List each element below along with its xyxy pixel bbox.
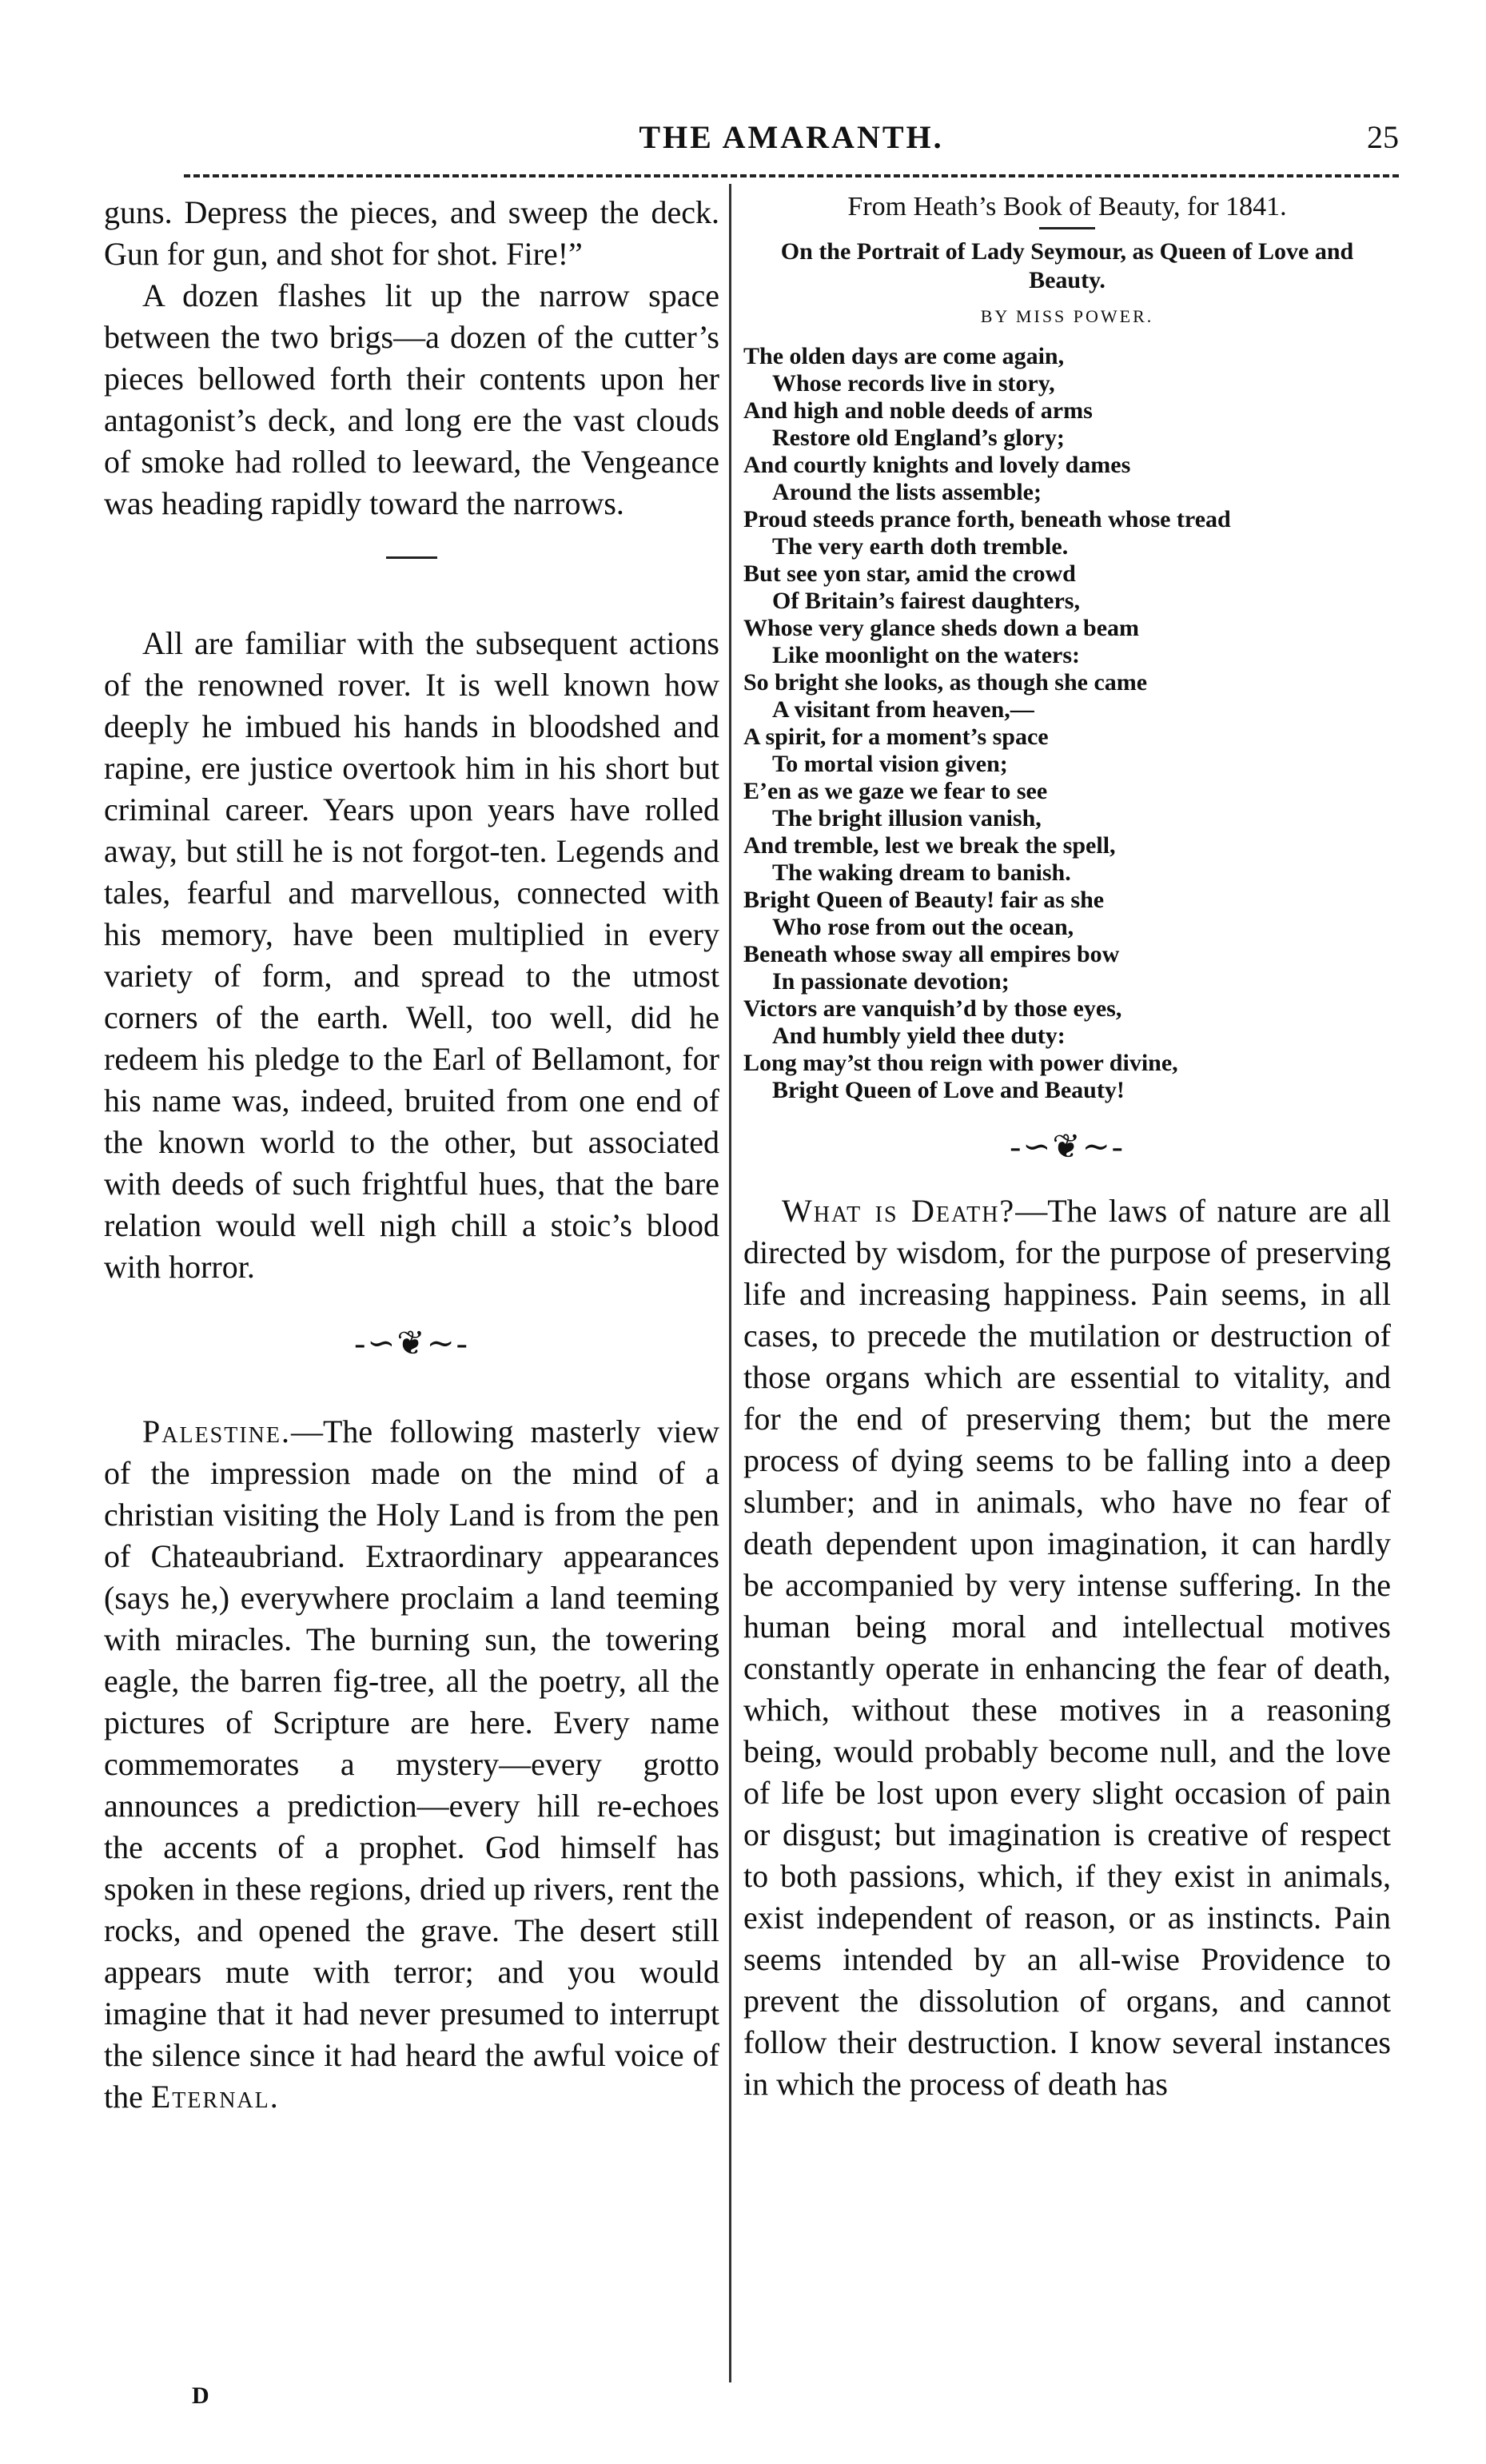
poem-line: Long may’st thou reign with power divine, (743, 1050, 1178, 1076)
running-header (184, 118, 1399, 166)
poem-source: From Heath’s Book of Beauty, for 1841. (847, 192, 1287, 221)
palestine-heading: Palestine. (142, 1413, 291, 1449)
poem-line: Bright Queen of Love and Beauty! (772, 1077, 1125, 1103)
ornament-divider: -∽❦∼- (1010, 1129, 1125, 1166)
poem-stanza (743, 343, 1391, 1104)
poem-line: Victors are vanquish’d by those eyes, (743, 995, 1122, 1022)
page-number: 25 (1367, 119, 1399, 155)
death-heading: What is Death? (782, 1193, 1016, 1229)
poem-line: Whose records live in story, (772, 370, 1055, 397)
column-divider (729, 184, 731, 2382)
poem-line: E’en as we gaze we fear to see (743, 778, 1048, 804)
poem-line: In passionate devotion; (772, 968, 1010, 995)
poem-line: Around the lists assemble; (772, 479, 1042, 505)
eternal-word: Eternal. (150, 2079, 280, 2115)
poem-line: The olden days are come again, (743, 343, 1065, 369)
palestine-body: —The following masterly view of the impression made on the mind of a christian visiting the Holy Land is from the pen of Chateaubriand. Extraordinary appearances (says he,) everywhere proclaim a land teeming with miracles. The burning sun, the towering eagle, the barren fig-tree, all the poetry, all the pictures of Scripture are here. Every name commemorates a mystery—every grotto announces a prediction—every hill re-echoes the accents of a prophet. God himself has spoken in these regions, dried up rivers, rent the rocks, and opened the grave. The desert still appears mute with terror; and you would imagine that it had never presumed to interrupt the silence since it had heard the awful voice of the (104, 1413, 719, 2115)
signature-mark: D (192, 2382, 209, 2409)
poem-line: A spirit, for a moment’s space (743, 724, 1049, 750)
right-column (743, 192, 1391, 2105)
paragraph-flashes: A dozen flashes lit up the narrow space between the two brigs—a dozen of the cutter’s pieces bellowed forth their contents upon her antagonist’s deck, and long ere the vast clouds of smoke had rolled to leeward, the Vengeance was heading rapidly toward the narrows. (104, 277, 719, 521)
poem-line: But see yon star, amid the crowd (743, 560, 1076, 587)
poem-line: Of Britain’s fairest daughters, (772, 588, 1080, 614)
poem-line: So bright she looks, as though she came (743, 669, 1148, 696)
poem-author: BY MISS POWER. (980, 306, 1154, 326)
section-rule (386, 556, 437, 559)
poem-line: Restore old England’s glory; (772, 425, 1065, 451)
paragraph-palestine (104, 1411, 719, 2118)
poem-line: Proud steeds prance forth, beneath whose tread (743, 506, 1231, 532)
poem-title: On the Portrait of Lady Seymour, as Queen of Love and Beauty. (780, 238, 1354, 293)
poem-line: The very earth doth tremble. (772, 533, 1069, 560)
paragraph-rover: All are familiar with the subsequent actions of the renowned rover. It is well known how deeply he imbued his hands in bloodshed and rapine, ere justice overtook him in his short but criminal career. Years upon years have rolled away, but still he is not forgot-ten. Legends and tales, fearful and marvellous, connected with his memory, have been multiplied in every variety of form, and spread to the utmost corners of the earth. Well, too well, did he redeem his pledge to the Earl of Bellamont, for his name was, indeed, bruited from one end of the known world to the other, but associated with deeds of such frightful hues, that the bare relation would well nigh chill a stoic’s blood with horror. (104, 625, 719, 1285)
poem-line: A visitant from heaven,— (772, 696, 1034, 723)
left-column (104, 192, 719, 2118)
poem-line: Like moonlight on the waters: (772, 642, 1080, 668)
poem-line: Beneath whose sway all empires bow (743, 941, 1120, 967)
paragraph-gun-order: guns. Depress the pieces, and sweep the deck. Gun for gun, and shot for shot. Fire!” (104, 194, 719, 272)
poem-line: The waking dream to banish. (772, 859, 1071, 886)
poem-line: Whose very glance sheds down a beam (743, 615, 1140, 641)
journal-title: THE AMARANTH. (639, 119, 944, 155)
poem-line: The bright illusion vanish, (772, 805, 1042, 831)
poem-line: And courtly knights and lovely dames (743, 452, 1131, 478)
ornament-divider: -∽❦∼- (354, 1326, 469, 1362)
poem-line: And tremble, lest we break the spell, (743, 832, 1116, 859)
poem-line: To mortal vision given; (772, 751, 1008, 777)
poem-line: And humbly yield thee duty: (772, 1023, 1066, 1049)
poem-line: Bright Queen of Beauty! fair as she (743, 887, 1105, 913)
header-rule (184, 174, 1399, 177)
paragraph-death (743, 1190, 1391, 2105)
death-body: —The laws of nature are all directed by wisdom, for the purpose of preserving life and increasing happiness. Pain seems, in all cases, to precede the mutilation or destruction of those organs which are essential to vitality, and for the end of preserving them; but the mere process of dying seems to be falling into a deep slumber; and in animals, who have no fear of death dependent upon imagination, it can hardly be accompanied by very intense suffering. In the human being moral and intellectual motives constantly operate in enhancing the fear of death, which, without these motives in a reasoning being, would probably become null, and the love of life be lost upon every slight occasion of pain or disgust; but imagination is creative of respect to both passions, which, if they exist in animals, exist independent of reason, or as instincts. Pain seems intended by an all-wise Providence to prevent the dissolution of organs, and cannot follow their destruction. I know several instances in which the process of death has (743, 1193, 1392, 2102)
poem-line: Who rose from out the ocean, (772, 914, 1074, 940)
source-rule (1039, 227, 1095, 229)
poem-line: And high and noble deeds of arms (743, 397, 1093, 424)
